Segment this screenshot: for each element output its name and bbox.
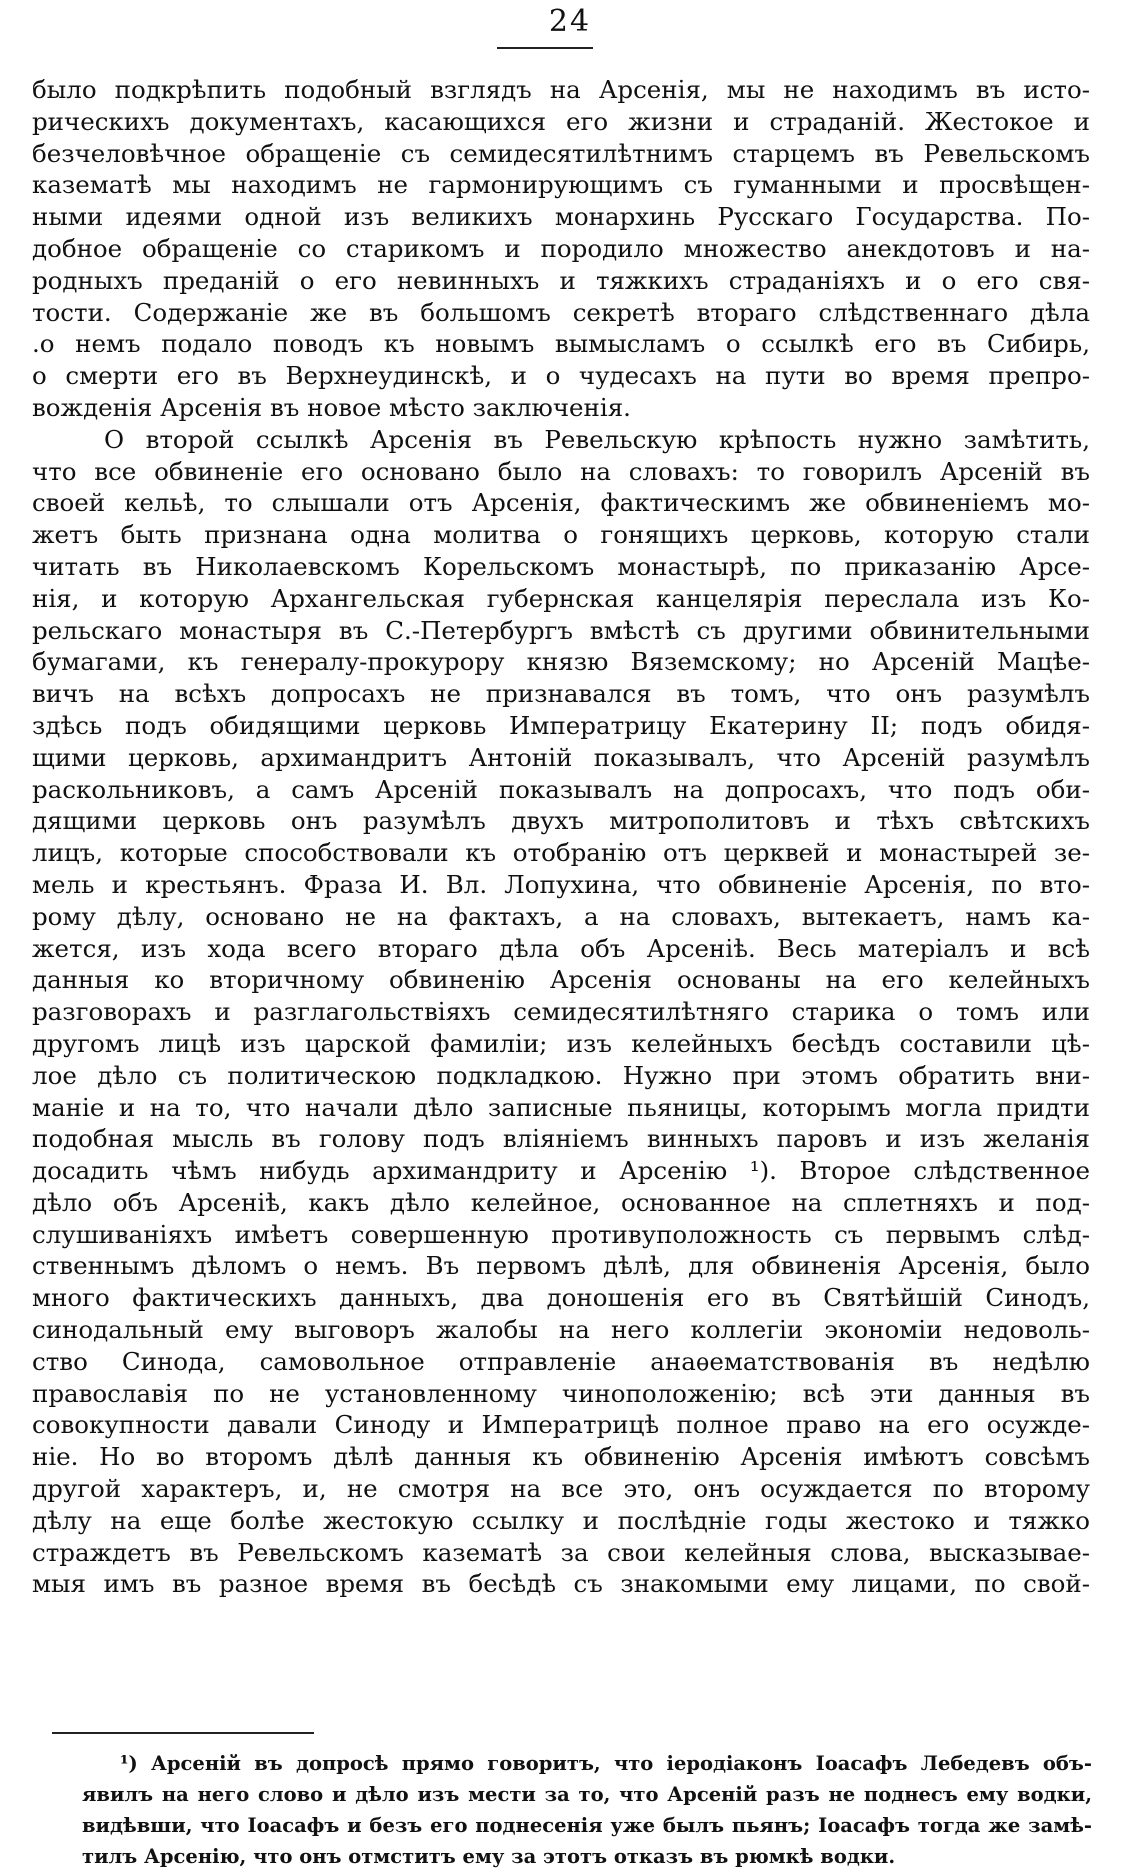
body-line: здѣсь подъ обидящими церковь Императрицу Екатерину II; подъ обидя- <box>32 710 1090 740</box>
body-line: было подкрѣпить подобный взглядъ на Арсенія, мы не находимъ въ исто- <box>32 75 1090 104</box>
body-line: своей кельѣ, то слышали отъ Арсенія, фактическимъ же обвиненіемъ мо- <box>32 488 1090 518</box>
body-line: ніе. Но во второмъ дѣлѣ данныя къ обвиненію Арсенія имѣютъ совсѣмъ <box>32 1442 1090 1472</box>
body-line: что все обвиненіе его основано было на словахъ: то говорилъ Арсеній въ <box>32 456 1090 486</box>
body-line: страждетъ въ Ревельскомъ казематѣ за свои келейныя слова, высказывае- <box>32 1537 1090 1567</box>
body-line: совокупности давали Синоду и Императрицѣ полное право на его осужде- <box>32 1410 1090 1440</box>
body-line: безчеловѣчное обращеніе съ семидесятилѣтнимъ старцемъ въ Ревельскомъ <box>32 138 1090 168</box>
body-line: лое дѣло съ политическою подкладкою. Нужно при этомъ обратить вни- <box>32 1060 1090 1090</box>
body-line: вожденія Арсенія въ новое мѣсто заключенія. <box>32 392 631 422</box>
body-line: православія по не установленному чиноположенію; всѣ эти данныя въ <box>32 1378 1090 1408</box>
body-line: подобная мысль въ голову подъ вліяніемъ винныхъ паровъ и изъ желанія <box>32 1124 1090 1154</box>
body-line: .о немъ подало поводъ къ новымъ вымысламъ о ссылкѣ его въ Сибирь, <box>32 329 1090 359</box>
body-line: много фактическихъ данныхъ, два доношенія его въ Святѣйшій Синодъ, <box>32 1283 1090 1313</box>
body-line: другой характеръ, и, не смотря на все это, онъ осуждается по второму <box>32 1474 1090 1504</box>
body-line: жется, изъ хода всего втораго дѣла объ Арсеніѣ. Весь матеріалъ и всѣ <box>32 933 1090 963</box>
body-line: бумагами, къ генералу-прокурору князю Вяземскому; но Арсеній Мацѣе- <box>32 647 1090 677</box>
body-line: мыя имъ въ разное время въ бесѣдѣ съ знакомыми ему лицами, по свой- <box>32 1569 1090 1599</box>
body-text <box>32 74 1090 1600</box>
body-line: синодальный ему выговоръ жалобы на него коллегіи экономіи недоволь- <box>32 1315 1090 1345</box>
body-line: ственнымъ дѣломъ о немъ. Въ первомъ дѣлѣ, для обвиненія Арсенія, было <box>32 1251 1090 1281</box>
body-line: другомъ лицѣ изъ царской фамиліи; изъ келейныхъ бесѣдъ составили цѣ- <box>32 1028 1090 1058</box>
body-line: щими церковь, архимандритъ Антоній показывалъ, что Арсеній разумѣлъ <box>32 742 1090 772</box>
body-line: ными идеями одной изъ великихъ монархинь Русскаго Государства. По- <box>32 202 1090 232</box>
footnote <box>82 1748 1092 1872</box>
body-line: раскольниковъ, а самъ Арсеній показывалъ на допросахъ, что подъ оби- <box>32 774 1090 804</box>
body-line: маніе и на то, что начали дѣло записные пьяницы, которымъ могла придти <box>32 1092 1090 1122</box>
footnote-line: ¹) Арсеній въ допросѣ прямо говоритъ, что іеродіаконъ Іоасафъ Лебедевъ объ- <box>120 1752 1092 1775</box>
body-line: дѣлу на еще болѣе жестокую ссылку и послѣдніе годы жестоко и тяжко <box>32 1505 1090 1535</box>
footnote-line: видѣвши, что Іоасафъ и безъ его поднесенія уже былъ пьянъ; Іоасафъ тогда же замѣ- <box>82 1814 1092 1837</box>
body-line: вичъ на всѣхъ допросахъ не признавался въ томъ, что онъ разумѣлъ <box>32 679 1090 709</box>
body-line: разговорахъ и разглагольствіяхъ семидесятилѣтняго старика о томъ или <box>32 997 1090 1027</box>
body-line: рельскаго монастыря въ С.-Петербургъ вмѣстѣ съ другими обвинительными <box>32 615 1090 645</box>
body-line: читать въ Николаевскомъ Корельскомъ монастырѣ, по приказанію Арсе- <box>32 551 1090 581</box>
footnote-line: тилъ Арсенію, что онъ отмститъ ему за этотъ отказъ въ рюмкѣ водки. <box>82 1845 896 1868</box>
page-number-rule <box>497 47 593 49</box>
body-line: досадить чѣмъ нибудь архимандриту и Арсенію ¹). Второе слѣдственное <box>32 1156 1090 1186</box>
body-line: жетъ быть признана одна молитва о гонящихъ церковь, которую стали <box>32 520 1090 550</box>
body-line: родныхъ преданій о его невинныхъ и тяжкихъ страданіяхъ и о его свя- <box>32 265 1090 295</box>
body-line: лицъ, которые способствовали къ отобранію отъ церквей и монастырей зе- <box>32 838 1090 868</box>
page-number: 24 <box>548 4 592 39</box>
paragraph-start-line: О второй ссылкѣ Арсенія въ Ревельскую крѣпость нужно замѣтить, <box>104 424 1090 454</box>
body-line: дящими церковь онъ разумѣлъ двухъ митрополитовъ и тѣхъ свѣтскихъ <box>32 806 1090 836</box>
body-line: рическихъ документахъ, касающихся его жизни и страданій. Жестокое и <box>32 106 1090 136</box>
body-line: казематѣ мы находимъ не гармонирующимъ съ гуманными и просвѣщен- <box>32 170 1090 200</box>
body-line: тости. Содержаніе же въ большомъ секретѣ втораго слѣдственнаго дѣла <box>32 297 1090 327</box>
body-line: о смерти его въ Верхнеудинскѣ, и о чудесахъ на пути во время препро- <box>32 361 1090 391</box>
body-line: нія, и которую Архангельская губернская канцелярія переслала изъ Ко- <box>32 583 1090 613</box>
body-line: рому дѣлу, основано не на фактахъ, а на словахъ, вытекаетъ, намъ ка- <box>32 901 1090 931</box>
body-line: мель и крестьянъ. Фраза И. Вл. Лопухина, что обвиненіе Арсенія, по вто- <box>32 869 1090 899</box>
body-line: ство Синода, самовольное отправленіе анаѳематствованія въ недѣлю <box>32 1346 1090 1376</box>
body-line: слушиваніяхъ имѣетъ совершенную противуположность съ первымъ слѣд- <box>32 1219 1090 1249</box>
footnote-line: явилъ на него слово и дѣло изъ мести за то, что Арсеній разъ не поднесъ ему водки, <box>82 1783 1092 1806</box>
footnote-separator <box>52 1732 314 1734</box>
body-line: дѣло объ Арсеніѣ, какъ дѣло келейное, основанное на сплетняхъ и под- <box>32 1187 1090 1217</box>
body-line: данныя ко вторичному обвиненію Арсенія основаны на его келейныхъ <box>32 965 1090 995</box>
body-line: добное обращеніе со старикомъ и породило множество анекдотовъ и на- <box>32 233 1090 263</box>
